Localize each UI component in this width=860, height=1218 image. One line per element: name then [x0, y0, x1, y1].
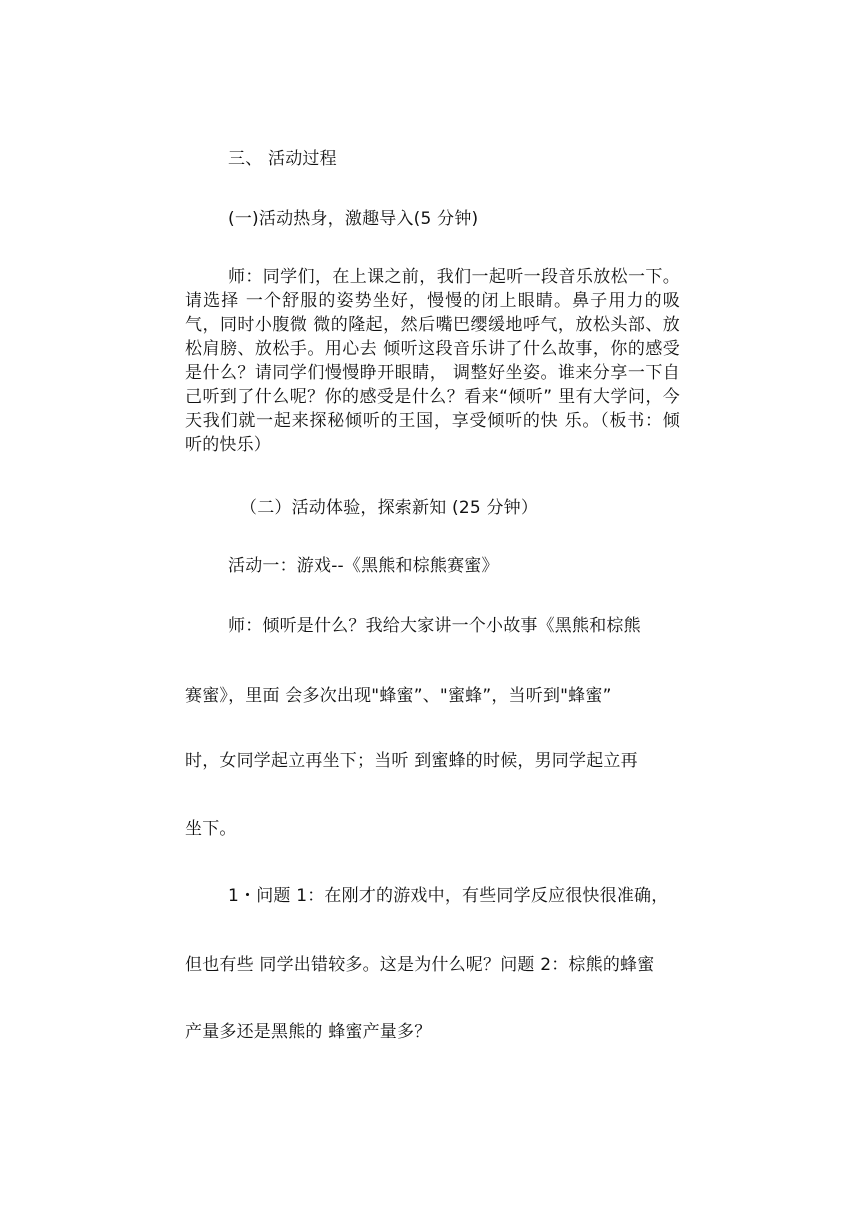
question-line: 产量多还是黑熊的 蜂蜜产量多？ — [185, 1022, 432, 1042]
section-heading: 三、 活动过程 — [228, 149, 337, 169]
story-line: 时，女同学起立再坐下；当听 到蜜蜂的时候，男同学起立再 — [185, 751, 638, 771]
question-line: 但也有些 同学出错较多。这是为什么呢？问题 2：棕熊的蜂蜜 — [185, 955, 655, 975]
story-line: 赛蜜》，里面 会多次出现"蜂蜜”、"蜜蜂”，当听到"蜂蜜” — [185, 686, 612, 706]
warmup-paragraph: 师：同学们，在上课之前，我们一起听一段音乐放松一下。请选择 一个舒服的姿势坐好，慢慢的闭上眼睛。鼻子用力的吸气，同时小腹微 微的隆起，然后嘴巴缨缓地呼气，放松头部、放松肩膀、放松手。用心去 倾听这段音乐讲了什么故事，你的感受是什么？请同学们慢慢睁开眼睛， 调整好坐姿。谁来分享一下自己听到了什么呢？你的感受是什么？看来“倾听” 里有大学问，今天我们就一起来探秘倾听的王国，享受倾听的快 乐。（板书：倾听的快乐） — [185, 267, 680, 455]
subsection-experience-heading: （二）活动体验，探索新知 (25 分钟） — [240, 498, 539, 518]
question-line: 1・问题 1：在刚才的游戏中，有些同学反应很快很准确， — [228, 886, 669, 906]
story-line: 师：倾听是什么？我给大家讲一个小故事《黑熊和棕熊 — [228, 616, 641, 636]
subsection-warmup-heading: (一)活动热身，激趣导入(5 分钟) — [228, 209, 479, 229]
story-line: 坐下。 — [185, 819, 237, 839]
activity-1-title: 活动一：游戏--《黑熊和棕熊赛蜜》 — [228, 556, 499, 576]
